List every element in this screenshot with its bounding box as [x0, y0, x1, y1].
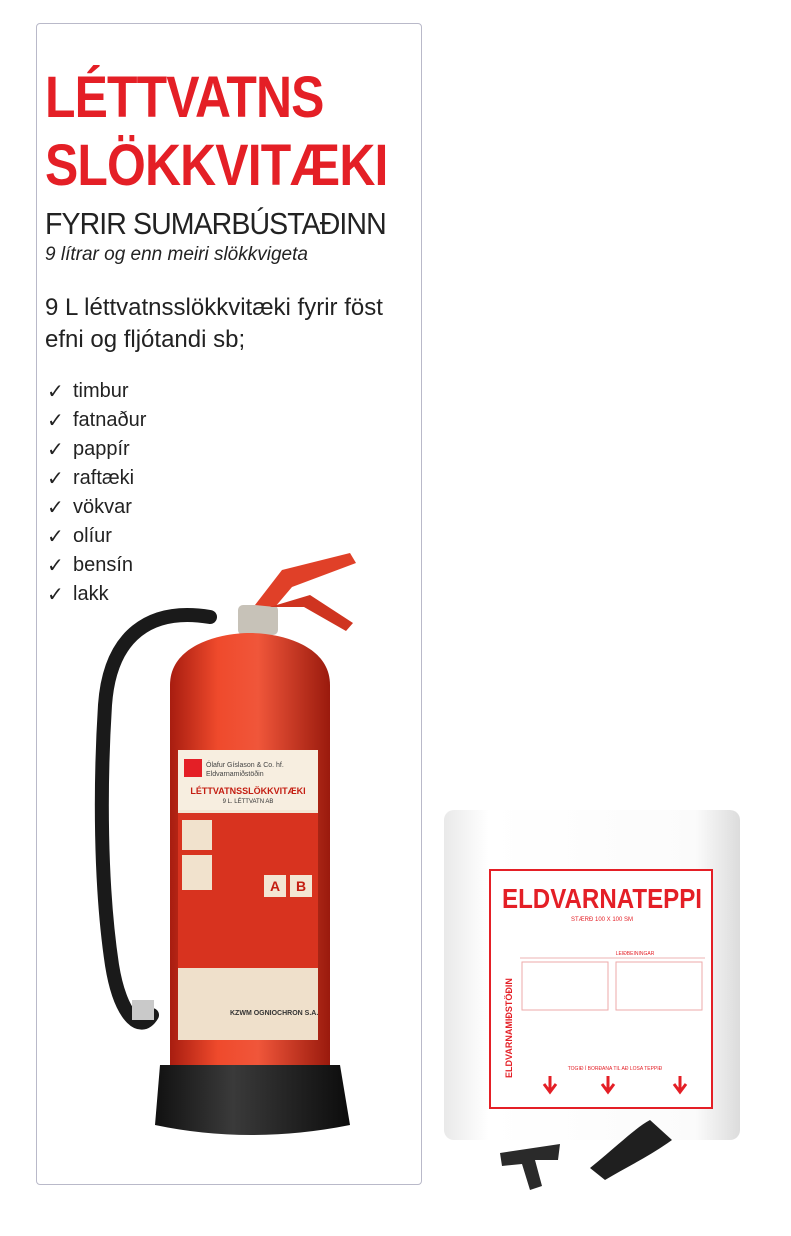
blanket-footer: TOGIÐ Í BORÐANA TIL AÐ LOSA TEPPIÐ	[567, 1066, 663, 1072]
class-b-label: B	[295, 878, 307, 894]
class-a-label: A	[269, 878, 281, 894]
list-item: ✓ bensín	[47, 554, 134, 577]
check-icon: ✓	[47, 526, 64, 548]
check-icon: ✓	[47, 439, 64, 461]
fire-extinguisher-image	[60, 545, 370, 1145]
label-product: LÉTTVATNSSLÖKKVITÆKI	[190, 786, 306, 796]
check-icon: ✓	[47, 468, 64, 490]
blanket-title: ELDVARNATEPPI	[502, 883, 702, 914]
subtitle: FYRIR SUMARBÚSTAÐINN	[45, 206, 386, 241]
list-item: ✓ raftæki	[47, 467, 135, 490]
tagline: 9 lítrar og enn meiri slökkvigeta	[45, 244, 308, 265]
headline-line-1: LÉTTVATNS	[45, 65, 324, 130]
list-item: ✓ olíur	[47, 525, 112, 548]
check-icon: ✓	[47, 555, 64, 577]
headline-line-2: SLÖKKVITÆKI	[45, 133, 388, 198]
intro-text: 9 L léttvatnsslökkvitæki fyrir föst efni og fljótandi sb;	[45, 294, 383, 353]
check-icon: ✓	[47, 410, 64, 432]
label-maker: KZWM OGNIOCHRON S.A.	[230, 1010, 319, 1017]
list-item: ✓ fatnaður	[47, 409, 147, 432]
list-item: ✓ timbur	[47, 380, 129, 403]
blanket-instructions-heading: LEIÐBEININGAR	[615, 951, 655, 957]
label-spec: 9 L. LÉTTVATN AB	[222, 799, 274, 805]
blanket-size: STÆRÐ 100 X 100 SM	[570, 917, 634, 923]
check-icon: ✓	[47, 497, 64, 519]
hose-nozzle	[132, 1000, 154, 1020]
list-item: ✓ lakk	[47, 583, 109, 606]
label-company2: Eldvarnamiðstöðin	[206, 771, 264, 778]
label-company: Ólafur Gíslason & Co. hf.	[206, 762, 284, 769]
list-item: ✓ vökvar	[47, 496, 132, 519]
blanket-side-text: ELDVARNAMIÐSTÖÐIN	[504, 978, 514, 1078]
fire-blanket-image	[440, 808, 742, 1216]
list-item: ✓ pappír	[47, 438, 130, 461]
check-icon: ✓	[47, 584, 64, 606]
check-icon: ✓	[47, 381, 64, 403]
